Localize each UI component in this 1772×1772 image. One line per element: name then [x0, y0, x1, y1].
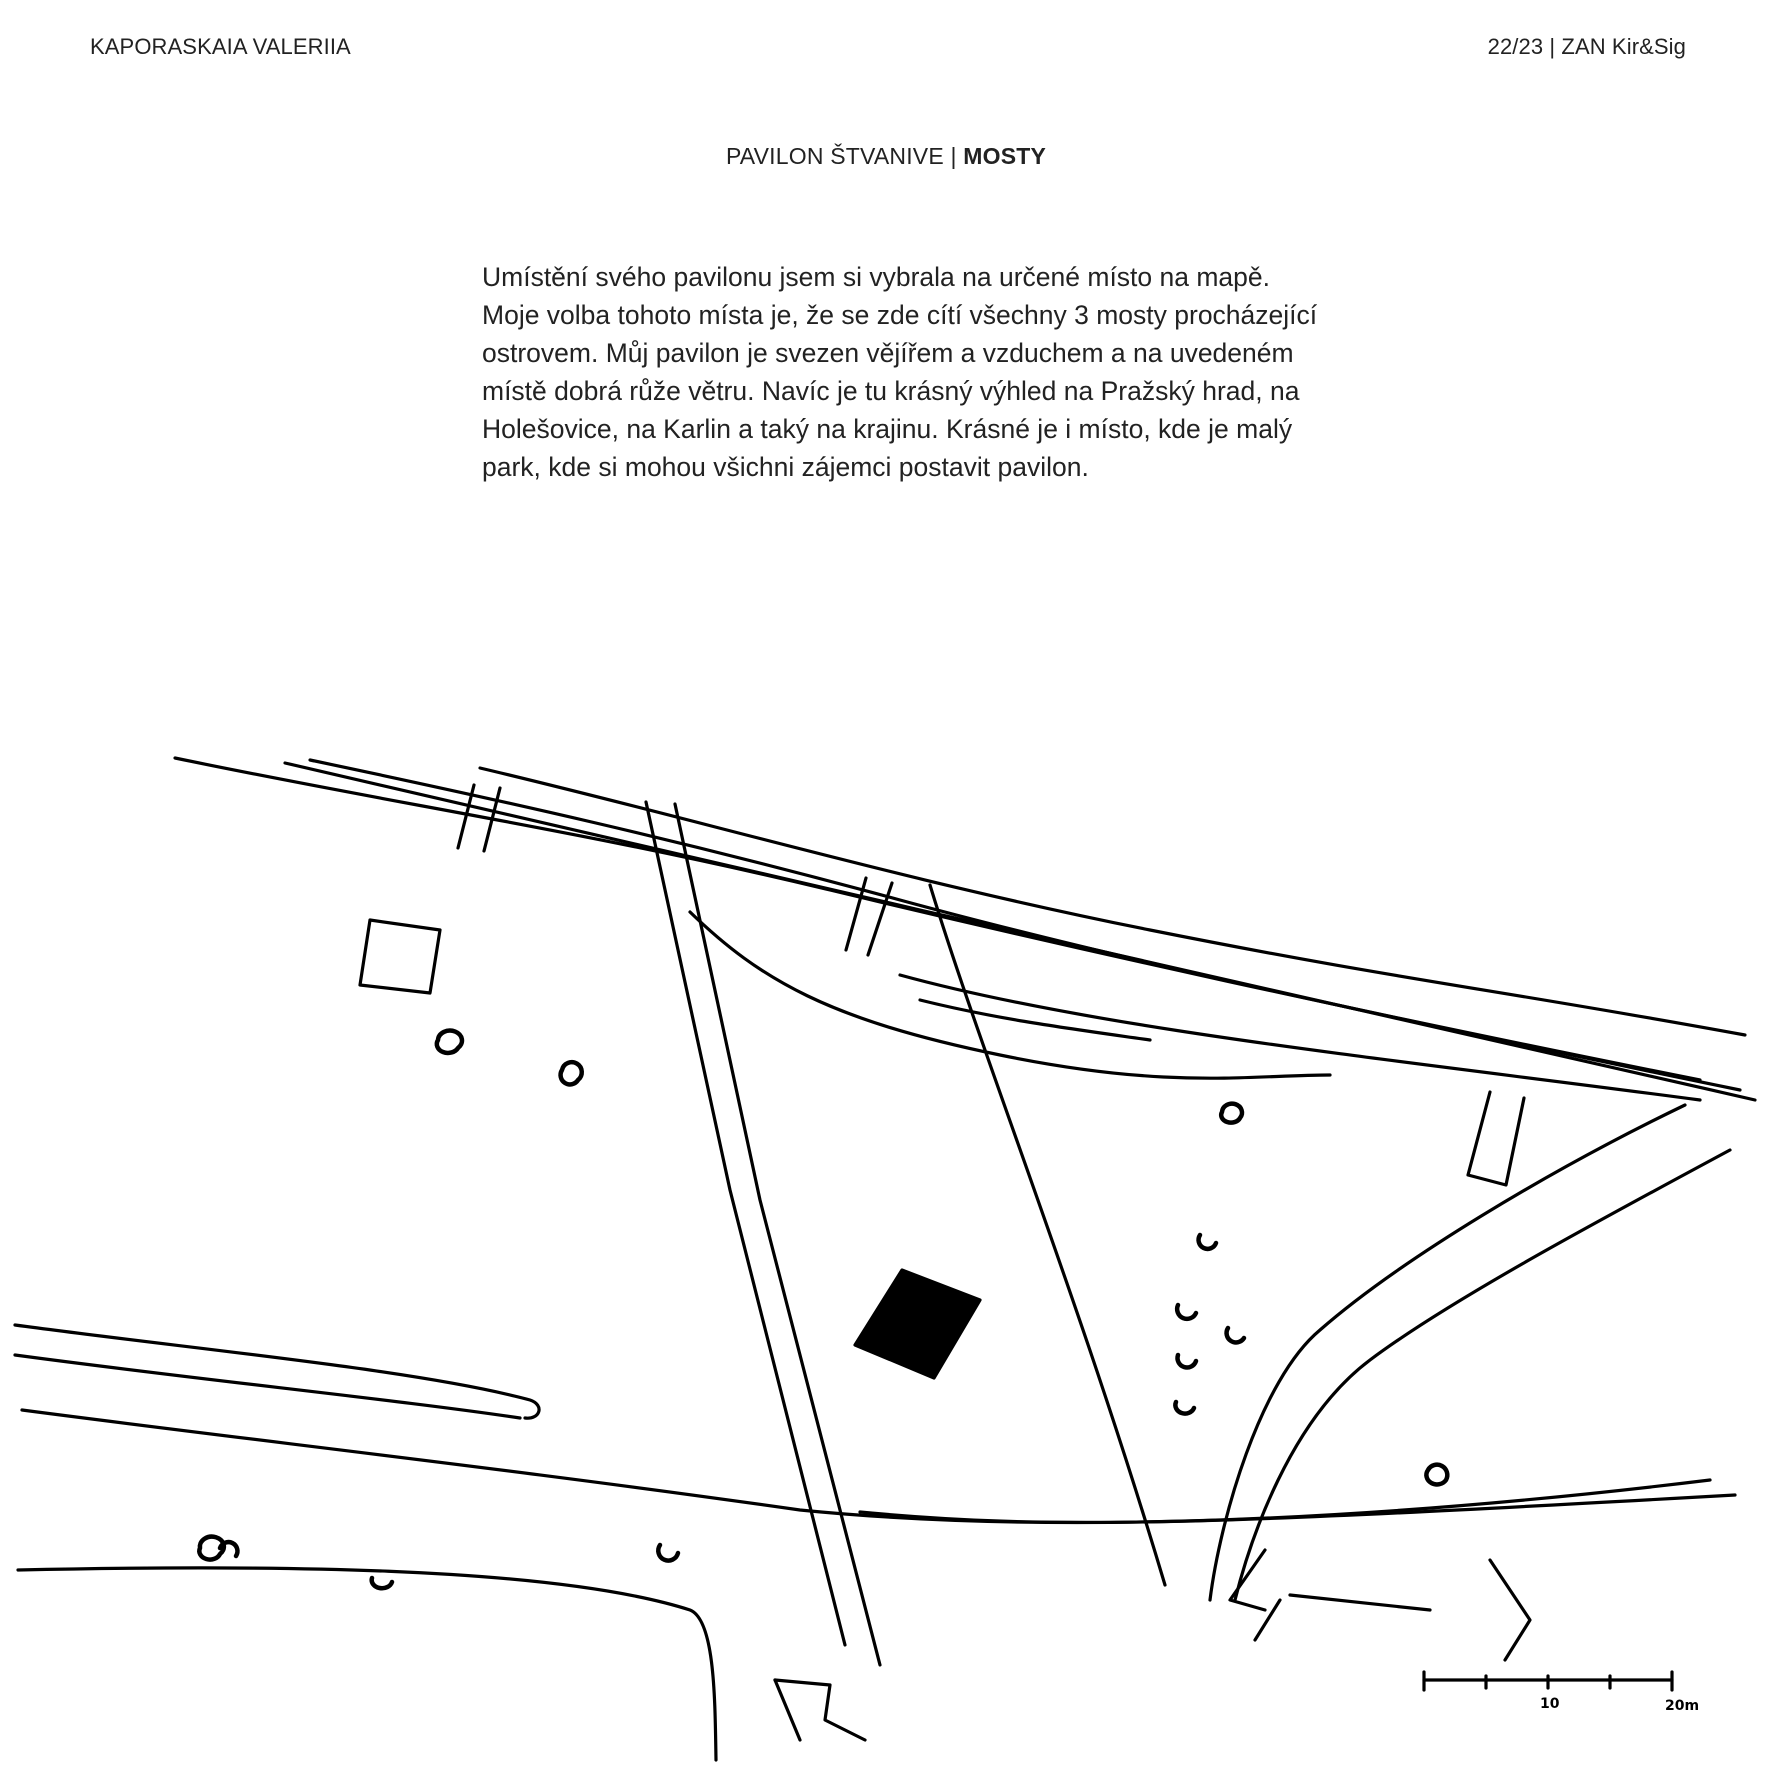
- title-emphasis: MOSTY: [963, 143, 1047, 169]
- course-label: 22/23 | ZAN Kir&Sig: [1487, 34, 1686, 59]
- page-title: [0, 143, 1772, 170]
- trees: [199, 1031, 1447, 1589]
- existing-building: [360, 920, 440, 993]
- scale-label-end: 20m: [1665, 1698, 1700, 1714]
- diagonal-road-right: [1210, 1105, 1730, 1600]
- lower-river-banks: [15, 1325, 1735, 1760]
- description-paragraph: Umístění svého pavilonu jsem si vybrala na určené místo na mapě. Moje volba tohoto místa je, že se zde cítí všechny 3 mosty procházející ostrovem. Můj pavilon je svezen vějířem a vzduchem a na uvedeném místě dobrá růže větru. Navíc je tu krásný výhled na Pražský hrad, na Holešovice, na Karlin a taký na krajinu. Krásné je i místo, kde je malý park, kde si mohou všichni zájemci postavit pavilon.: [482, 262, 1318, 482]
- railway-lines: [175, 758, 1755, 1100]
- site-plan-sketch: [0, 700, 1772, 1772]
- scale-label-mid: 10: [1540, 1696, 1560, 1712]
- pavilion: [855, 1270, 980, 1378]
- lower-street-details: [775, 1550, 1530, 1740]
- title-prefix: PAVILON ŠTVANIVE |: [725, 143, 964, 169]
- author-name: KAPORASKAIA VALERIIA: [90, 34, 351, 59]
- bridge-pillars: [458, 785, 1524, 1185]
- scale-bar: [1424, 1672, 1699, 1714]
- vertical-roads: [646, 802, 1165, 1665]
